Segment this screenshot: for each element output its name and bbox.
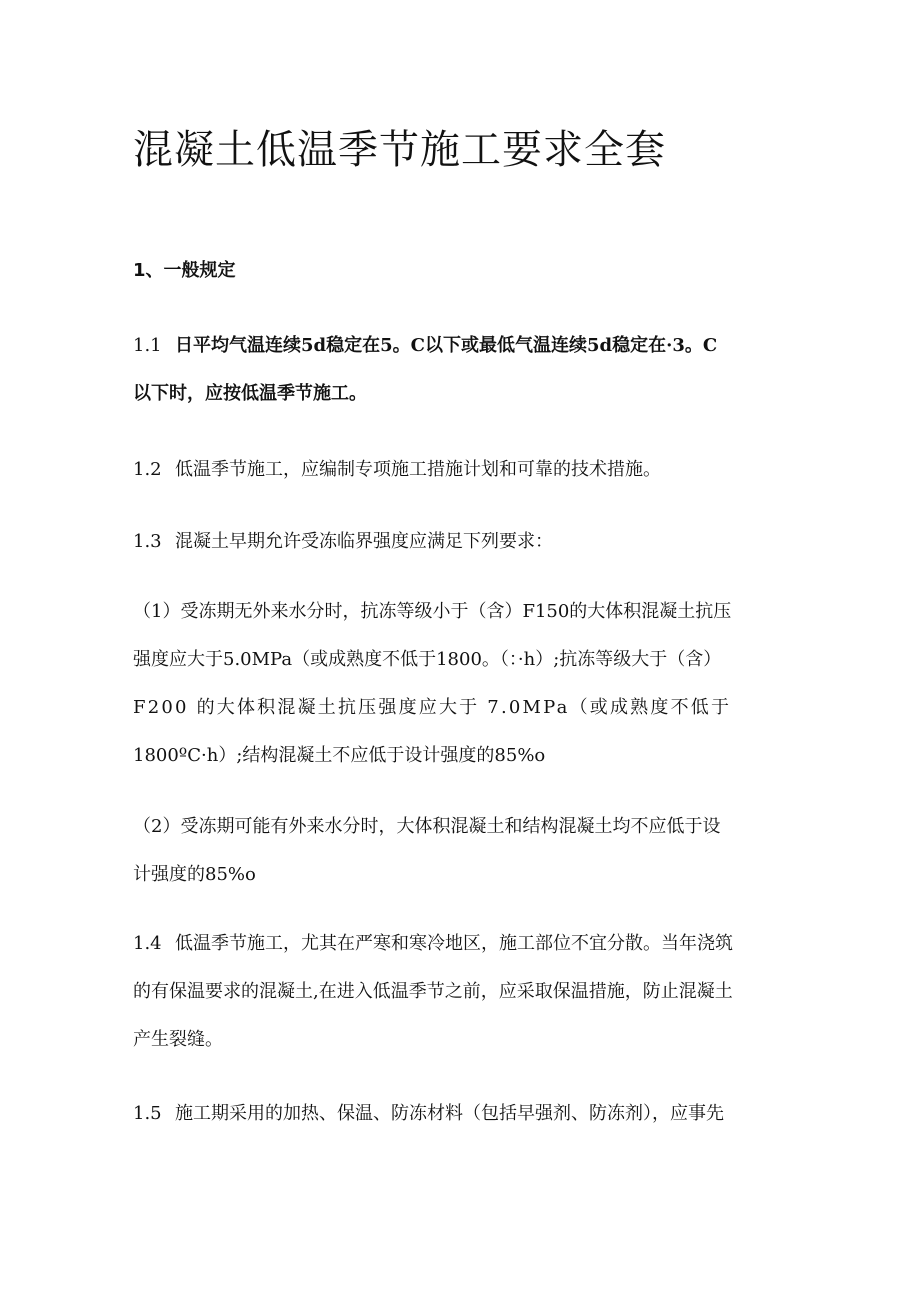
clause-text-line: 的有保温要求的混凝土,在进入低温季节之前，应采取保温措施，防止混凝土 (133, 981, 733, 1002)
clause-1-1 (133, 322, 793, 418)
clause-text-line: 强度应大于5.0MPa（或成熟度不低于1800。（：·h）;抗冻等级大于（含） (133, 649, 722, 670)
clause-text-line: （2）受冻期可能有外来水分时，大体积混凝土和结构混凝土均不应低于设 (133, 816, 721, 837)
clause-text-line: 1800ºC·h）;结构混凝土不应低于设计强度的85%o (133, 745, 546, 766)
clause-number: 1.3 (133, 531, 162, 552)
clause-number: 1.1 (133, 335, 162, 356)
clause-number: 1.2 (133, 459, 162, 480)
clause-1-4 (133, 920, 793, 1064)
clause-text-line: （1）受冻期无外来水分时，抗冻等级小于（含）F150的大体积混凝土抗压 (133, 601, 732, 622)
clause-number: 1.5 (133, 1103, 162, 1124)
clause-text-line: F200 的大体积混凝土抗压强度应大于 7.0MPa（或成熟度不低于 (133, 697, 732, 718)
clause-1-5 (133, 1090, 793, 1138)
clause-1-3 (133, 518, 793, 566)
clause-text: 施工期采用的加热、保温、防冻材料（包括早强剂、防冻剂），应事先 (175, 1103, 724, 1124)
clause-text-line: 产生裂缝。 (133, 1029, 223, 1050)
document-title: 混凝土低温季节施工要求全套 (133, 127, 666, 173)
clause-1-2 (133, 446, 793, 494)
clause-text-line: 日平均气温连续5d稳定在5。C以下或最低气温连续5d稳定在·3。C (175, 335, 718, 356)
clause-text-line: 低温季节施工，尤其在严寒和寒冷地区，施工部位不宜分散。当年浇筑 (175, 933, 733, 954)
section-heading: 1、一般规定 (133, 260, 236, 281)
clause-number: 1.4 (133, 933, 162, 954)
clause-text: 混凝土早期允许受冻临界强度应满足下列要求： (175, 531, 553, 552)
clause-text-line: 计强度的85%o (133, 864, 256, 885)
clause-text-line: 以下时，应按低温季节施工。 (133, 383, 367, 404)
clause-text: 低温季节施工，应编制专项施工措施计划和可靠的技术措施。 (175, 459, 661, 480)
clause-item-1 (133, 588, 793, 780)
clause-item-2 (133, 803, 793, 899)
